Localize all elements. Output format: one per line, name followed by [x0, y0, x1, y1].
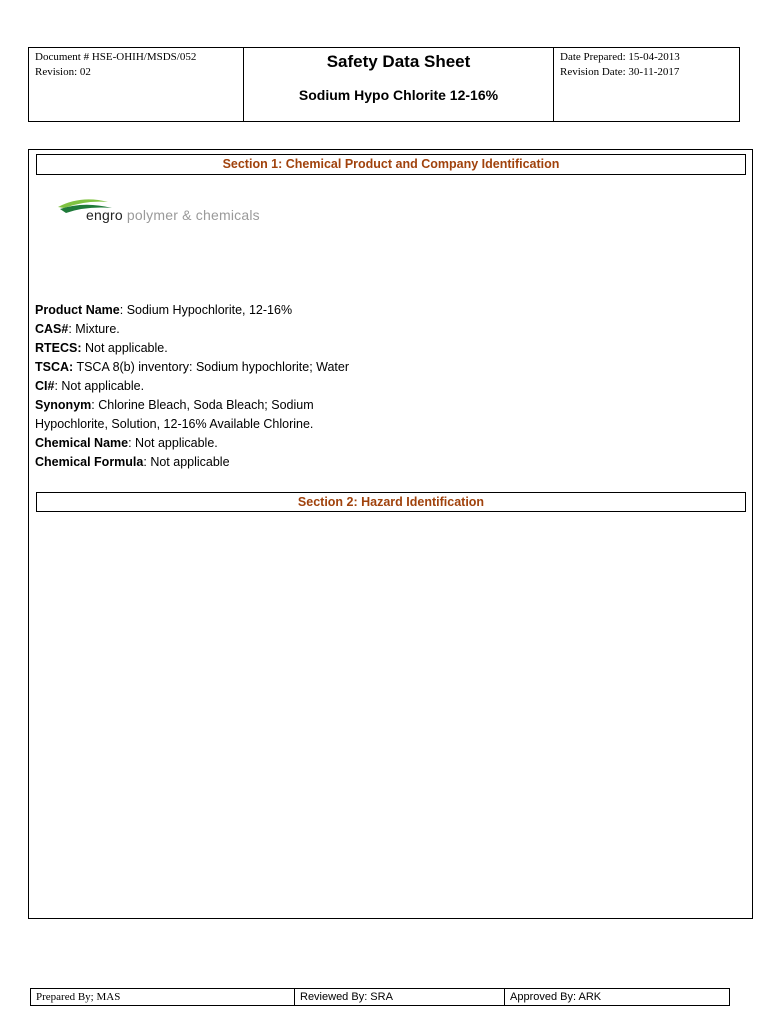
- revision-date: Revision Date: 30-11-2017: [560, 66, 680, 78]
- document-number: Document # HSE-OHIH/MSDS/052: [35, 51, 197, 63]
- field-row: [35, 415, 435, 434]
- field-row: [35, 453, 435, 472]
- field-label: CI#: [35, 379, 55, 393]
- field-value: TSCA 8(b) inventory: Sodium hypochlorite; Water: [73, 360, 350, 374]
- field-value: : Not applicable: [143, 455, 230, 469]
- section-1-heading: Section 1: Chemical Product and Company Identification: [36, 154, 746, 175]
- field-row: [35, 339, 435, 358]
- dates-cell: [554, 48, 739, 121]
- logo-wordmark: [86, 207, 260, 223]
- title-cell: [244, 48, 554, 121]
- field-value: : Chlorine Bleach, Soda Bleach; Sodium: [91, 398, 314, 412]
- logo-text-bold: engro: [86, 207, 123, 223]
- field-value: : Not applicable.: [54, 379, 145, 393]
- document-header-table: [28, 47, 740, 122]
- field-row: [35, 301, 435, 320]
- field-row: [35, 434, 435, 453]
- field-row: [35, 320, 435, 339]
- logo-text-light: polymer & chemicals: [122, 207, 260, 223]
- field-row: [35, 377, 435, 396]
- field-label: TSCA:: [35, 360, 74, 374]
- field-label: Chemical Name: [35, 436, 129, 450]
- field-label: Synonym: [35, 398, 92, 412]
- field-row: [35, 396, 435, 415]
- field-label: CAS#: [35, 322, 69, 336]
- field-value: : Sodium Hypochlorite, 12-16%: [119, 303, 293, 317]
- prepared-by: Prepared By; MAS: [31, 989, 295, 1005]
- date-prepared: Date Prepared: 15-04-2013: [560, 51, 680, 63]
- section-2-heading: Section 2: Hazard Identification: [36, 492, 746, 512]
- field-value: : Not applicable.: [128, 436, 218, 450]
- approved-by: Approved By: ARK: [510, 991, 602, 1003]
- document-info-cell: [29, 48, 244, 121]
- sds-content-box: [28, 149, 753, 919]
- document-title: Safety Data Sheet: [326, 52, 471, 71]
- field-value: Hypochlorite, Solution, 12-16% Available Chlorine.: [35, 417, 314, 431]
- product-identification-fields: [35, 301, 435, 472]
- product-title: Sodium Hypo Chlorite 12-16%: [298, 87, 499, 103]
- field-value: : Mixture.: [68, 322, 120, 336]
- field-value: Not applicable.: [81, 341, 168, 355]
- field-label: RTECS:: [35, 341, 82, 355]
- company-logo: [56, 194, 336, 234]
- reviewed-by: Reviewed By: SRA: [295, 989, 505, 1005]
- field-row: [35, 358, 435, 377]
- revision-number: Revision: 02: [35, 66, 91, 78]
- field-label: Chemical Formula: [35, 455, 144, 469]
- field-label: Product Name: [35, 303, 120, 317]
- approval-footer-table: [30, 988, 730, 1006]
